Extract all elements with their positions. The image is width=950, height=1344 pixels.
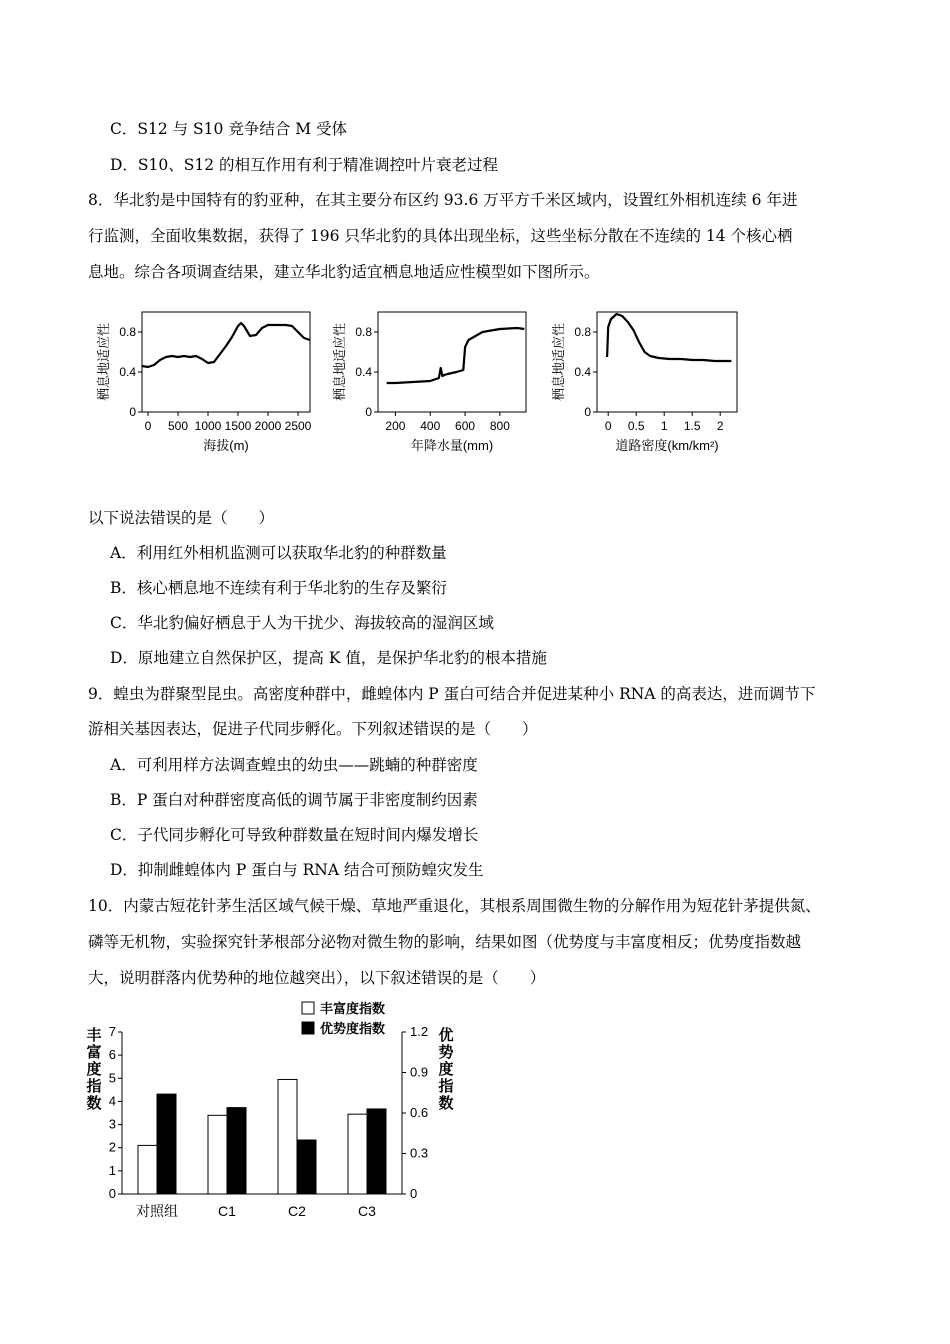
left-axis-title-char: 丰 — [86, 1027, 102, 1044]
category-label: C3 — [358, 1203, 376, 1219]
x-tick-label: 200 — [385, 419, 406, 433]
right-y-tick-label: 0.6 — [410, 1105, 429, 1120]
q9-stem-line1: 9．蝗虫为群聚型昆虫。高密度种群中，雌蝗体内 P 蛋白可结合并促进某种小 RNA 的高表达，进而调节下 — [88, 685, 816, 703]
left-y-tick-label: 5 — [108, 1070, 116, 1086]
bar-richness-2 — [208, 1115, 227, 1194]
left-y-tick-label: 3 — [108, 1116, 116, 1132]
legend-swatch-richness — [302, 1002, 314, 1014]
right-y-tick-label: 0 — [410, 1186, 418, 1201]
left-axis-title-char: 指 — [86, 1078, 102, 1095]
y-tick-label: 0.4 — [574, 365, 591, 379]
x-tick-label: 500 — [167, 419, 189, 433]
suitability-curve — [387, 328, 525, 383]
plot-frame — [142, 312, 310, 412]
bar-dominance-1 — [157, 1094, 176, 1194]
left-y-tick-label: 7 — [108, 1024, 116, 1039]
right-y-tick-label: 0.3 — [410, 1145, 429, 1161]
right-axis-title-char: 势 — [438, 1044, 454, 1061]
x-tick-label: 1 — [660, 419, 668, 433]
category-label: C2 — [288, 1203, 306, 1219]
left-y-tick-label: 0 — [108, 1186, 116, 1201]
bar-richness-4 — [348, 1114, 367, 1194]
q9-option-c: C．子代同步孵化可导致种群数量在短时间内爆发增长 — [110, 826, 479, 844]
y-tick-label: 0 — [365, 405, 372, 419]
road-density-suitability-chart — [545, 300, 765, 470]
right-axis-title-char: 优 — [438, 1027, 454, 1044]
bar-dominance-3 — [297, 1140, 316, 1194]
x-tick-label: 1000 — [194, 419, 222, 433]
x-tick-label: 2 — [716, 419, 724, 433]
y-axis-title: 栖息地适应性 — [551, 322, 566, 402]
y-axis-title: 栖息地适应性 — [332, 322, 347, 402]
x-tick-label: 800 — [489, 419, 510, 433]
x-tick-label: 0 — [604, 419, 612, 433]
y-tick-label: 0.8 — [355, 325, 372, 339]
x-tick-label: 0 — [144, 419, 152, 433]
q9-option-d: D．抑制雌蝗体内 P 蛋白与 RNA 结合可预防蝗灾发生 — [110, 861, 484, 879]
q8-option-c: C．华北豹偏好栖息于人为干扰少、海拔较高的湿润区域 — [110, 614, 494, 632]
q8-stem-line1: 8．华北豹是中国特有的豹亚种，在其主要分布区约 93.6 万平方千米区域内，设置红外相机连续 6 年进 — [88, 191, 798, 209]
category-label: 对照组 — [136, 1203, 178, 1219]
legend-label-dominance: 优势度指数 — [320, 1021, 386, 1036]
legend-label-richness: 丰富度指数 — [320, 1001, 386, 1016]
plot-frame — [378, 312, 526, 412]
left-y-tick-label: 4 — [108, 1093, 116, 1109]
q8-stem-line2: 行监测，全面收集数据，获得了 196 只华北豹的具体出现坐标，这些坐标分散在不连续的 14 个核心栖 — [88, 227, 793, 245]
x-tick-label: 0.5 — [627, 419, 645, 433]
q10-stem-line1: 10．内蒙古短花针茅生活区域气候干燥、草地严重退化，其根系周围微生物的分解作用为短花针茅提供氮、 — [88, 897, 821, 915]
altitude-suitability-chart — [90, 300, 320, 470]
q7-option-d: D．S10、S12 的相互作用有利于精准调控叶片衰老过程 — [110, 156, 499, 174]
suitability-curve — [607, 314, 731, 361]
right-y-tick-label: 1.2 — [410, 1024, 429, 1039]
q9-option-a: A．可利用样方法调查蝗虫的幼虫——跳蝻的种群密度 — [110, 756, 478, 774]
q10-stem-line2: 磷等无机物，实验探究针茅根部分泌物对微生物的影响，结果如图（优势度与丰富度相反；优势度指数越 — [88, 933, 802, 951]
q7-option-c: C．S12 与 S10 竞争结合 M 受体 — [110, 120, 348, 138]
right-axis-title-char: 指 — [438, 1078, 454, 1095]
x-tick-label: 1.5 — [683, 419, 701, 433]
q10-stem-line3: 大，说明群落内优势种的地位越突出），以下叙述错误的是（ ） — [88, 969, 546, 987]
q8-prompt: 以下说法错误的是（ ） — [88, 509, 275, 527]
precipitation-suitability-chart — [330, 300, 540, 470]
bar-dominance-4 — [367, 1109, 386, 1194]
suitability-curve — [142, 323, 310, 367]
q9-stem-line2: 游相关基因表达，促进子代同步孵化。下列叙述错误的是（ ） — [88, 720, 538, 738]
y-axis-title: 栖息地适应性 — [96, 322, 111, 402]
x-tick-label: 600 — [455, 419, 476, 433]
q8-option-a: A．利用红外相机监测可以获取华北豹的种群数量 — [110, 544, 447, 562]
left-axis-title-char: 富 — [86, 1044, 102, 1061]
x-tick-label: 400 — [420, 419, 441, 433]
x-tick-label: 1500 — [224, 419, 252, 433]
y-tick-label: 0.8 — [119, 325, 136, 339]
x-axis-title: 海拔(m) — [203, 438, 249, 453]
left-y-tick-label: 1 — [108, 1162, 116, 1178]
left-axis-title-char: 度 — [86, 1061, 102, 1078]
x-axis-title: 道路密度(km/km²) — [615, 438, 719, 453]
left-y-tick-label: 2 — [108, 1139, 116, 1155]
left-y-tick-label: 6 — [108, 1047, 116, 1063]
x-axis-title: 年降水量(mm) — [410, 438, 494, 453]
y-tick-label: 0 — [584, 405, 591, 419]
microbe-index-bar-chart — [80, 998, 480, 1230]
y-tick-label: 0.4 — [119, 365, 136, 379]
legend-swatch-dominance — [302, 1022, 314, 1034]
left-axis-title-char: 数 — [86, 1095, 102, 1112]
right-axis-title-char: 度 — [438, 1061, 454, 1078]
x-tick-label: 2000 — [254, 419, 282, 433]
category-label: C1 — [218, 1203, 236, 1219]
q8-option-b: B．核心栖息地不连续有利于华北豹的生存及繁衍 — [110, 579, 447, 597]
right-axis-title-char: 数 — [438, 1095, 454, 1112]
y-tick-label: 0.8 — [574, 325, 591, 339]
y-tick-label: 0.4 — [355, 365, 372, 379]
q8-stem-line3: 息地。综合各项调查结果，建立华北豹适宜栖息地适应性模型如下图所示。 — [88, 263, 600, 281]
q9-option-b: B．P 蛋白对种群密度高低的调节属于非密度制约因素 — [110, 791, 478, 809]
bar-richness-3 — [278, 1079, 297, 1194]
bar-dominance-2 — [227, 1108, 246, 1194]
right-y-tick-label: 0.9 — [410, 1064, 429, 1080]
bar-richness-1 — [138, 1145, 157, 1194]
q8-option-d: D．原地建立自然保护区，提高 K 值，是保护华北豹的根本措施 — [110, 649, 547, 667]
x-tick-label: 2500 — [284, 419, 312, 433]
y-tick-label: 0 — [129, 405, 136, 419]
